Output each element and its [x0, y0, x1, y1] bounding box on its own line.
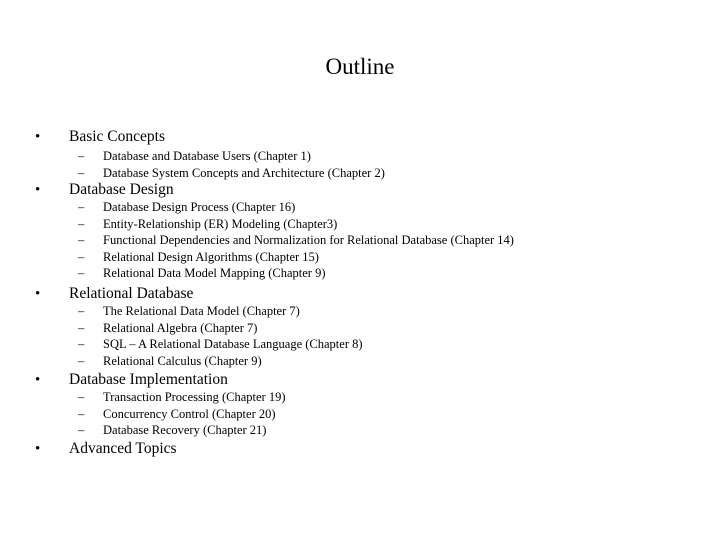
- dash-icon: –: [78, 266, 85, 280]
- list-item-label: Database and Database Users (Chapter 1): [103, 149, 311, 163]
- list-item-label: Database Recovery (Chapter 21): [103, 423, 267, 437]
- dash-icon: –: [78, 233, 85, 247]
- dash-icon: –: [78, 249, 85, 264]
- slide-title: Outline: [325, 54, 395, 79]
- outline-section-basic-concepts: [0, 125, 720, 181]
- outline-section-database-implementation: [0, 368, 720, 439]
- bullet-icon: •: [35, 129, 41, 145]
- outline-section-relational-database: [0, 282, 720, 369]
- list-item: [0, 336, 720, 353]
- dash-icon: –: [78, 216, 85, 231]
- list-item-label: Relational Design Algorithms (Chapter 15): [103, 249, 319, 264]
- list-item: [0, 199, 720, 216]
- list-item-label: Database Design Process (Chapter 16): [103, 200, 296, 214]
- list-item: [0, 353, 720, 370]
- list-item: [0, 320, 720, 337]
- list-item: [0, 389, 720, 406]
- list-item-label: SQL – A Relational Database Language (Chapter 8): [103, 337, 363, 351]
- list-item-label: Relational Algebra (Chapter 7): [103, 320, 258, 335]
- list-item-label: Transaction Processing (Chapter 19): [103, 390, 286, 404]
- section-heading: Relational Database: [69, 285, 194, 302]
- list-item: [0, 216, 720, 233]
- dash-icon: –: [78, 390, 85, 404]
- bullet-icon: •: [35, 372, 41, 388]
- dash-icon: –: [78, 304, 85, 318]
- list-item: [0, 232, 720, 249]
- dash-icon: –: [78, 353, 85, 368]
- list-item-label: Relational Calculus (Chapter 9): [103, 353, 262, 368]
- list-item: [0, 249, 720, 266]
- outline-section-database-design: [0, 178, 720, 282]
- bullet-icon: •: [35, 286, 41, 302]
- dash-icon: –: [78, 337, 85, 351]
- section-heading: Database Design: [69, 181, 174, 198]
- section-heading-row: [0, 125, 720, 149]
- bullet-icon: •: [35, 441, 41, 457]
- dash-icon: –: [78, 149, 85, 163]
- list-item-label: Concurrency Control (Chapter 20): [103, 406, 276, 421]
- outline-section-advanced-topics: [0, 437, 720, 461]
- dash-icon: –: [78, 320, 85, 335]
- list-item-label: Relational Data Model Mapping (Chapter 9): [103, 266, 326, 280]
- dash-icon: –: [78, 165, 85, 180]
- list-item: [0, 265, 720, 282]
- list-item-label: The Relational Data Model (Chapter 7): [103, 304, 300, 318]
- list-item: [0, 303, 720, 320]
- list-item: [0, 406, 720, 423]
- dash-icon: –: [78, 200, 85, 214]
- dash-icon: –: [78, 423, 85, 437]
- section-heading-row: [0, 437, 720, 461]
- dash-icon: –: [78, 406, 85, 421]
- bullet-icon: •: [35, 182, 41, 198]
- list-item-label: Functional Dependencies and Normalization for Relational Database (Chapter 14): [103, 233, 514, 247]
- section-heading: Basic Concepts: [69, 128, 165, 145]
- section-heading: Database Implementation: [69, 371, 228, 388]
- list-item-label: Database System Concepts and Architecture (Chapter 2): [103, 165, 385, 180]
- section-heading: Advanced Topics: [69, 440, 177, 457]
- list-item: [0, 148, 720, 165]
- list-item-label: Entity-Relationship (ER) Modeling (Chapter3): [103, 216, 338, 231]
